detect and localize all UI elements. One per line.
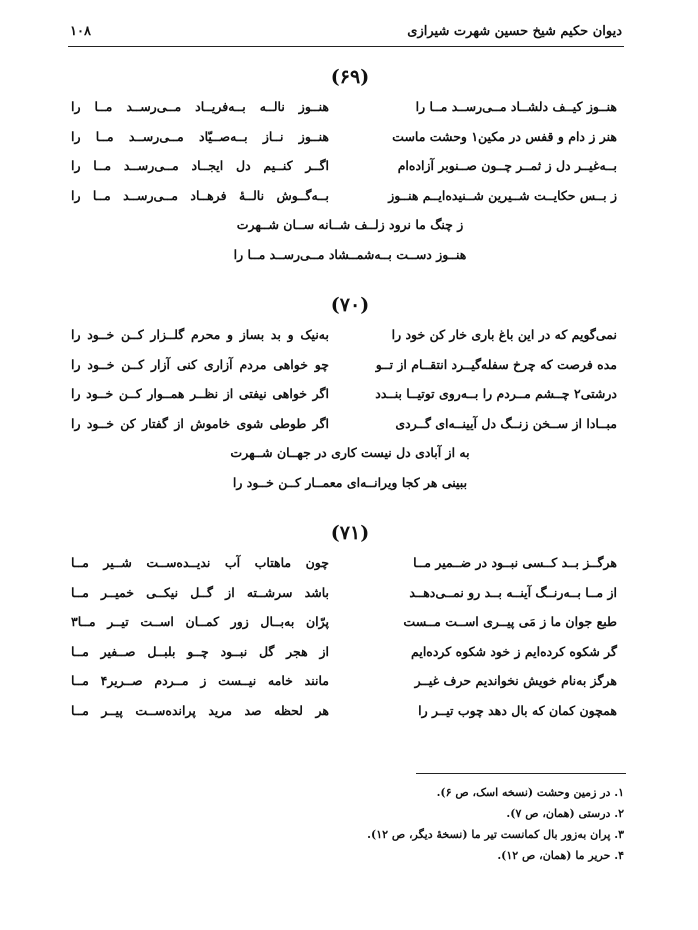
- closing-line: [60, 210, 640, 240]
- couplet: [60, 666, 640, 696]
- page-header: [68, 20, 624, 47]
- couplet: [60, 637, 640, 667]
- hemistich-left: هر لحظه صد مرید پرانده‌ســت پیــر مــا: [71, 702, 329, 718]
- hemistich-right: مده فرصت که چرخ سفله‌گیــرد انتقــام از تــو: [375, 356, 617, 372]
- closing-hemistich: هنــوز دســت بــه‌شمــشاد مــی‌رســد مــا را: [233, 246, 467, 262]
- hemistich-right: هنر ز دام و قفس در مکین۱ وحشت ماست: [392, 128, 617, 144]
- footnote: ۳. پران به‌زور بال کمانست تیر ما (نسخهٔ دیگر، ص ۱۲).: [367, 828, 624, 841]
- poem-71: [60, 518, 640, 725]
- hemistich-right: طبع جوان ما ز مَی پیــری اســت مــست: [403, 614, 617, 629]
- hemistich-right: نمی‌گویم که در این باغ باری خار کن خود را: [391, 327, 617, 342]
- hemistich-left: هنــوز نــاز بــه‌صــیّاد مــی‌رســد مــا را: [71, 128, 329, 144]
- couplet: [60, 350, 640, 380]
- hemistich-right: بــه‌غیــر دل ز ثمــر چــون صــنوبر آزاده‌ام: [397, 158, 617, 173]
- couplet: [60, 151, 640, 181]
- hemistich-right: هنــوز کیــف دلشــاد مــی‌رســد مــا را: [415, 99, 617, 114]
- footnote: ۴. حریر ما (همان، ص ۱۲).: [497, 849, 624, 862]
- couplet: [60, 409, 640, 439]
- hemistich-right: گر شکوه کرده‌ایم ز خود شکوه کرده‌ایم: [411, 643, 617, 659]
- couplet: [60, 548, 640, 578]
- hemistich-left: مانند خامه نیــست ز مــردم صــریر۴ مــا: [71, 673, 329, 688]
- hemistich-right: مبــادا از ســخن زنــگ دل آیینــه‌ای گــردی: [395, 415, 617, 431]
- poem-69: [60, 62, 640, 269]
- couplet: [60, 379, 640, 409]
- hemistich-left: اگر طوطی شوی خاموش از گفتار کن خــود را: [71, 415, 329, 431]
- hemistich-left: چو خواهی مردم آزاری کنی آزار کــن خــود را: [71, 356, 329, 372]
- footnote: ۲. درستی (همان، ص ۷).: [506, 807, 624, 820]
- couplet: [60, 122, 640, 152]
- hemistich-left: بــه‌گــوش نالــهٔ فرهــاد مــی‌رســد مــا را: [71, 187, 329, 203]
- couplet: [60, 92, 640, 122]
- poem-70: [60, 290, 640, 497]
- hemistich-left: از هجر گل نبــود چــو بلبــل صــفیر مــا: [71, 643, 329, 659]
- footnote: ۱. در زمین وحشت (نسخه اسک، ص ۶).: [436, 786, 624, 799]
- closing-line: [60, 438, 640, 468]
- hemistich-left: باشد سرشــته از گــل نیکــی خمیــر مــا: [71, 584, 329, 600]
- hemistich-right: هرگــز بــد کــسی نبــود در ضــمیر مــا: [413, 555, 617, 570]
- couplet: [60, 320, 640, 350]
- footnote-divider: [416, 773, 626, 774]
- hemistich-left: هنــوز نالــه بــه‌فریــاد مــی‌رســد مــا را: [71, 99, 329, 114]
- hemistich-left: اگــر کنــیم دل ایجــاد مــی‌رســد مــا را: [71, 158, 329, 173]
- poem-number: (۷۱): [330, 522, 370, 544]
- hemistich-right: ز بــس حکایــت شــیرین شــنیده‌ایــم هنــوز: [388, 187, 617, 203]
- hemistich-right: همچون کمان که بال دهد چوب تیــر را: [418, 702, 617, 718]
- poem-number: (۶۹): [330, 66, 370, 88]
- hemistich-right: از مــا بــه‌رنــگ آینــه بــد رو نمــی‌دهــد: [409, 584, 617, 600]
- closing-hemistich: به از آبادی دل نیست کاری در جهــان شــهرت: [230, 445, 470, 460]
- closing-hemistich: ببینی هر کجا ویرانــه‌ای معمــار کــن خــود را: [232, 474, 468, 490]
- hemistich-right: درشتی۲ چــشم مــردم را بــه‌روی توتیــا بنــدد: [375, 386, 617, 401]
- hemistich-left: چون ماهتاب آب ندیــده‌ســت شــیر مــا: [71, 555, 329, 570]
- hemistich-right: هرگز به‌نام خویش نخواندیم حرف غیــر: [414, 673, 617, 688]
- poem-number: (۷۰): [330, 294, 370, 316]
- hemistich-left: اگر خواهی نیفتی از نظــر همــوار کــن خــود را: [71, 386, 329, 401]
- couplet: [60, 607, 640, 637]
- couplet: [60, 578, 640, 608]
- book-title: دیوان حکیم شیخ حسین شهرت شیرازی: [407, 24, 622, 39]
- closing-hemistich: ز چنگ ما نرود زلــف شــانه ســان شــهرت: [236, 217, 464, 232]
- hemistich-left: به‌نیک و بد بساز و محرم گلــزار کــن خــود را: [71, 327, 329, 342]
- footnotes: [84, 782, 624, 866]
- couplet: [60, 696, 640, 726]
- closing-line: [60, 240, 640, 270]
- couplet: [60, 181, 640, 211]
- closing-line: [60, 468, 640, 498]
- page-number: ۱۰۸: [70, 24, 91, 39]
- hemistich-left: پرّان به‌بــال زور کمــان اســت تیــر مــا۳: [71, 614, 329, 629]
